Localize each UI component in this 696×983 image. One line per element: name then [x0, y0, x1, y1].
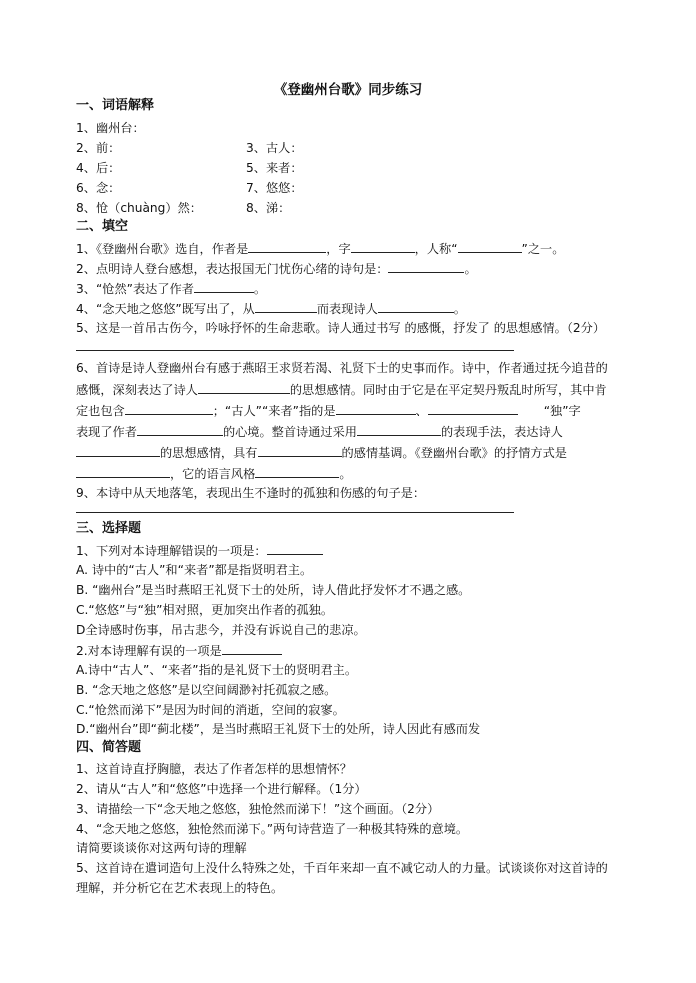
question: 请简要谈谈你对这两句诗的理解	[76, 841, 247, 855]
question-text: ，字	[326, 242, 351, 256]
section-heading: 一、词语解释	[76, 98, 155, 113]
question: 9、本诗中从天地落笔，表现出生不逢时的孤独和伤感的句子是：	[76, 486, 426, 500]
question-text: 的感情基调。《登幽州台歌》的抒情方式是	[341, 446, 567, 460]
question: 7、悠悠：	[246, 181, 303, 195]
answer-blank[interactable]	[76, 444, 160, 457]
option[interactable]: A.诗中“古人”、“来者”指的是礼贤下士的贤明君主。	[76, 663, 358, 677]
question: 2、请从“古人”和“悠悠”中选择一个进行解释。（1分）	[76, 782, 367, 796]
answer-line[interactable]	[76, 512, 514, 513]
question-text: 。	[453, 302, 466, 316]
page-title: 《登幽州台歌》同步练习	[273, 82, 423, 98]
question-text: 感慨，深刻表达了诗人	[76, 383, 198, 397]
answer-blank[interactable]	[258, 444, 342, 457]
question: 8、怆（chuàng）然：	[76, 201, 202, 215]
question	[76, 300, 466, 317]
question	[76, 542, 323, 559]
answer-blank[interactable]	[255, 465, 339, 478]
question: 2、前：	[76, 141, 121, 155]
answer-blank[interactable]	[222, 642, 282, 655]
question: 5、这是一首吊古伤今，吟咏抒怀的生命悲歌。诗人通过书写 的感慨，抒发了 的思想感情。（2分）	[76, 321, 606, 335]
question-text: 。	[464, 262, 477, 276]
question: 3、古人：	[246, 141, 303, 155]
question-text: ”之一。	[521, 242, 565, 256]
question	[76, 280, 266, 297]
answer-blank[interactable]	[255, 300, 317, 313]
question-line	[76, 444, 567, 461]
answer-blank[interactable]	[137, 423, 223, 436]
question-text: 1、下列对本诗理解错误的一项是：	[76, 544, 267, 558]
question-text: 1、《登幽州台歌》选自，作者是	[76, 242, 249, 256]
option[interactable]: A. 诗中的“古人”和“来者”都是指贤明君主。	[76, 563, 313, 577]
answer-blank[interactable]	[198, 381, 290, 394]
answer-blank[interactable]	[378, 300, 454, 313]
question	[76, 240, 564, 257]
question-line	[76, 381, 607, 398]
section-heading: 四、简答题	[76, 740, 142, 755]
option[interactable]: D.“幽州台”即“蓟北楼”，是当时燕昭王礼贤下士的处所，诗人因此有感而发	[76, 722, 481, 736]
answer-blank[interactable]	[336, 402, 416, 415]
question: 1、这首诗直抒胸臆，表达了作者怎样的思想情怀？	[76, 762, 352, 776]
question-text: ；“古人”“来者”指的是	[212, 404, 336, 418]
answer-blank[interactable]	[357, 423, 441, 436]
question-text: ，它的语言风格	[170, 467, 256, 481]
section-heading: 二、填空	[76, 219, 129, 234]
option[interactable]: C.“悠悠”与“独”相对照，更加突出作者的孤独。	[76, 603, 334, 617]
question: 8、涕：	[246, 201, 291, 215]
answer-blank[interactable]	[428, 402, 518, 415]
answer-line[interactable]	[76, 350, 514, 351]
answer-blank[interactable]	[248, 240, 326, 253]
question-text: 表现了作者	[76, 425, 137, 439]
option[interactable]: B. “念天地之悠悠”是以空间阔渺衬托孤寂之感。	[76, 683, 337, 697]
question: 3、请描绘一下“念天地之悠悠，独怆然而涕下！”这个画面。（2分）	[76, 802, 440, 816]
question-text: ，人称“	[414, 242, 458, 256]
question: 6、首诗是诗人登幽州台有感于燕昭王求贤若渴、礼贤下士的史事而作。诗中，作者通过抚今追昔的	[76, 361, 608, 375]
question-line	[76, 402, 581, 419]
question-line	[76, 423, 563, 440]
question-text: 。	[339, 467, 352, 481]
question-text: 2.对本诗理解有误的一项是	[76, 644, 222, 658]
answer-blank[interactable]	[194, 280, 254, 293]
answer-blank[interactable]	[125, 402, 213, 415]
answer-blank[interactable]	[388, 260, 464, 273]
question: 1、幽州台：	[76, 121, 145, 135]
option[interactable]: D全诗感时伤事，吊古悲今，并没有诉说自己的悲凉。	[76, 623, 366, 637]
question-text: 的思想感情。同时由于它是在平定契丹叛乱时所写，其中肯	[289, 383, 607, 397]
question-text: 、	[415, 404, 428, 418]
section-heading: 三、选择题	[76, 521, 142, 536]
question-text: 的思想感情，具有	[160, 446, 258, 460]
question: 4、后：	[76, 161, 121, 175]
question: 6、念：	[76, 181, 121, 195]
option[interactable]: B. “幽州台”是当时燕昭王礼贤下士的处所，诗人借此抒发怀才不遇之感。	[76, 583, 471, 597]
question-text: 定也包含	[76, 404, 125, 418]
question	[76, 260, 477, 277]
question-text: 2、点明诗人登台感想，表达报国无门忧伤心绪的诗句是：	[76, 262, 389, 276]
answer-blank[interactable]	[76, 465, 170, 478]
question-text: 。	[253, 282, 267, 296]
question-text: “独”字	[543, 404, 581, 418]
question: 5、来者：	[246, 161, 303, 175]
question: 5、这首诗在遣词造句上没什么特殊之处，千百年来却一直不减它动人的力量。试谈谈你对这首诗的	[76, 861, 608, 875]
question-text: 的心境。整首诗通过采用	[222, 425, 357, 439]
answer-blank[interactable]	[351, 240, 415, 253]
question	[76, 642, 282, 659]
question-text: 3、“怆然”表达了作者	[76, 282, 194, 296]
answer-blank[interactable]	[267, 542, 323, 555]
question: 4、“念天地之悠悠，独怆然而涕下。”两句诗营造了一种极其特殊的意境。	[76, 822, 469, 836]
question-line	[76, 465, 352, 482]
question: 理解，并分析它在艺术表现上的特色。	[76, 881, 284, 895]
question-text: 而表现诗人	[316, 302, 378, 316]
option[interactable]: C.“怆然而涕下”是因为时间的消逝，空间的寂寥。	[76, 703, 345, 717]
answer-blank[interactable]	[458, 240, 522, 253]
question-text: 的表现手法，表达诗人	[441, 425, 563, 439]
question-text: 4、“念天地之悠悠”既写出了，从	[76, 302, 255, 316]
